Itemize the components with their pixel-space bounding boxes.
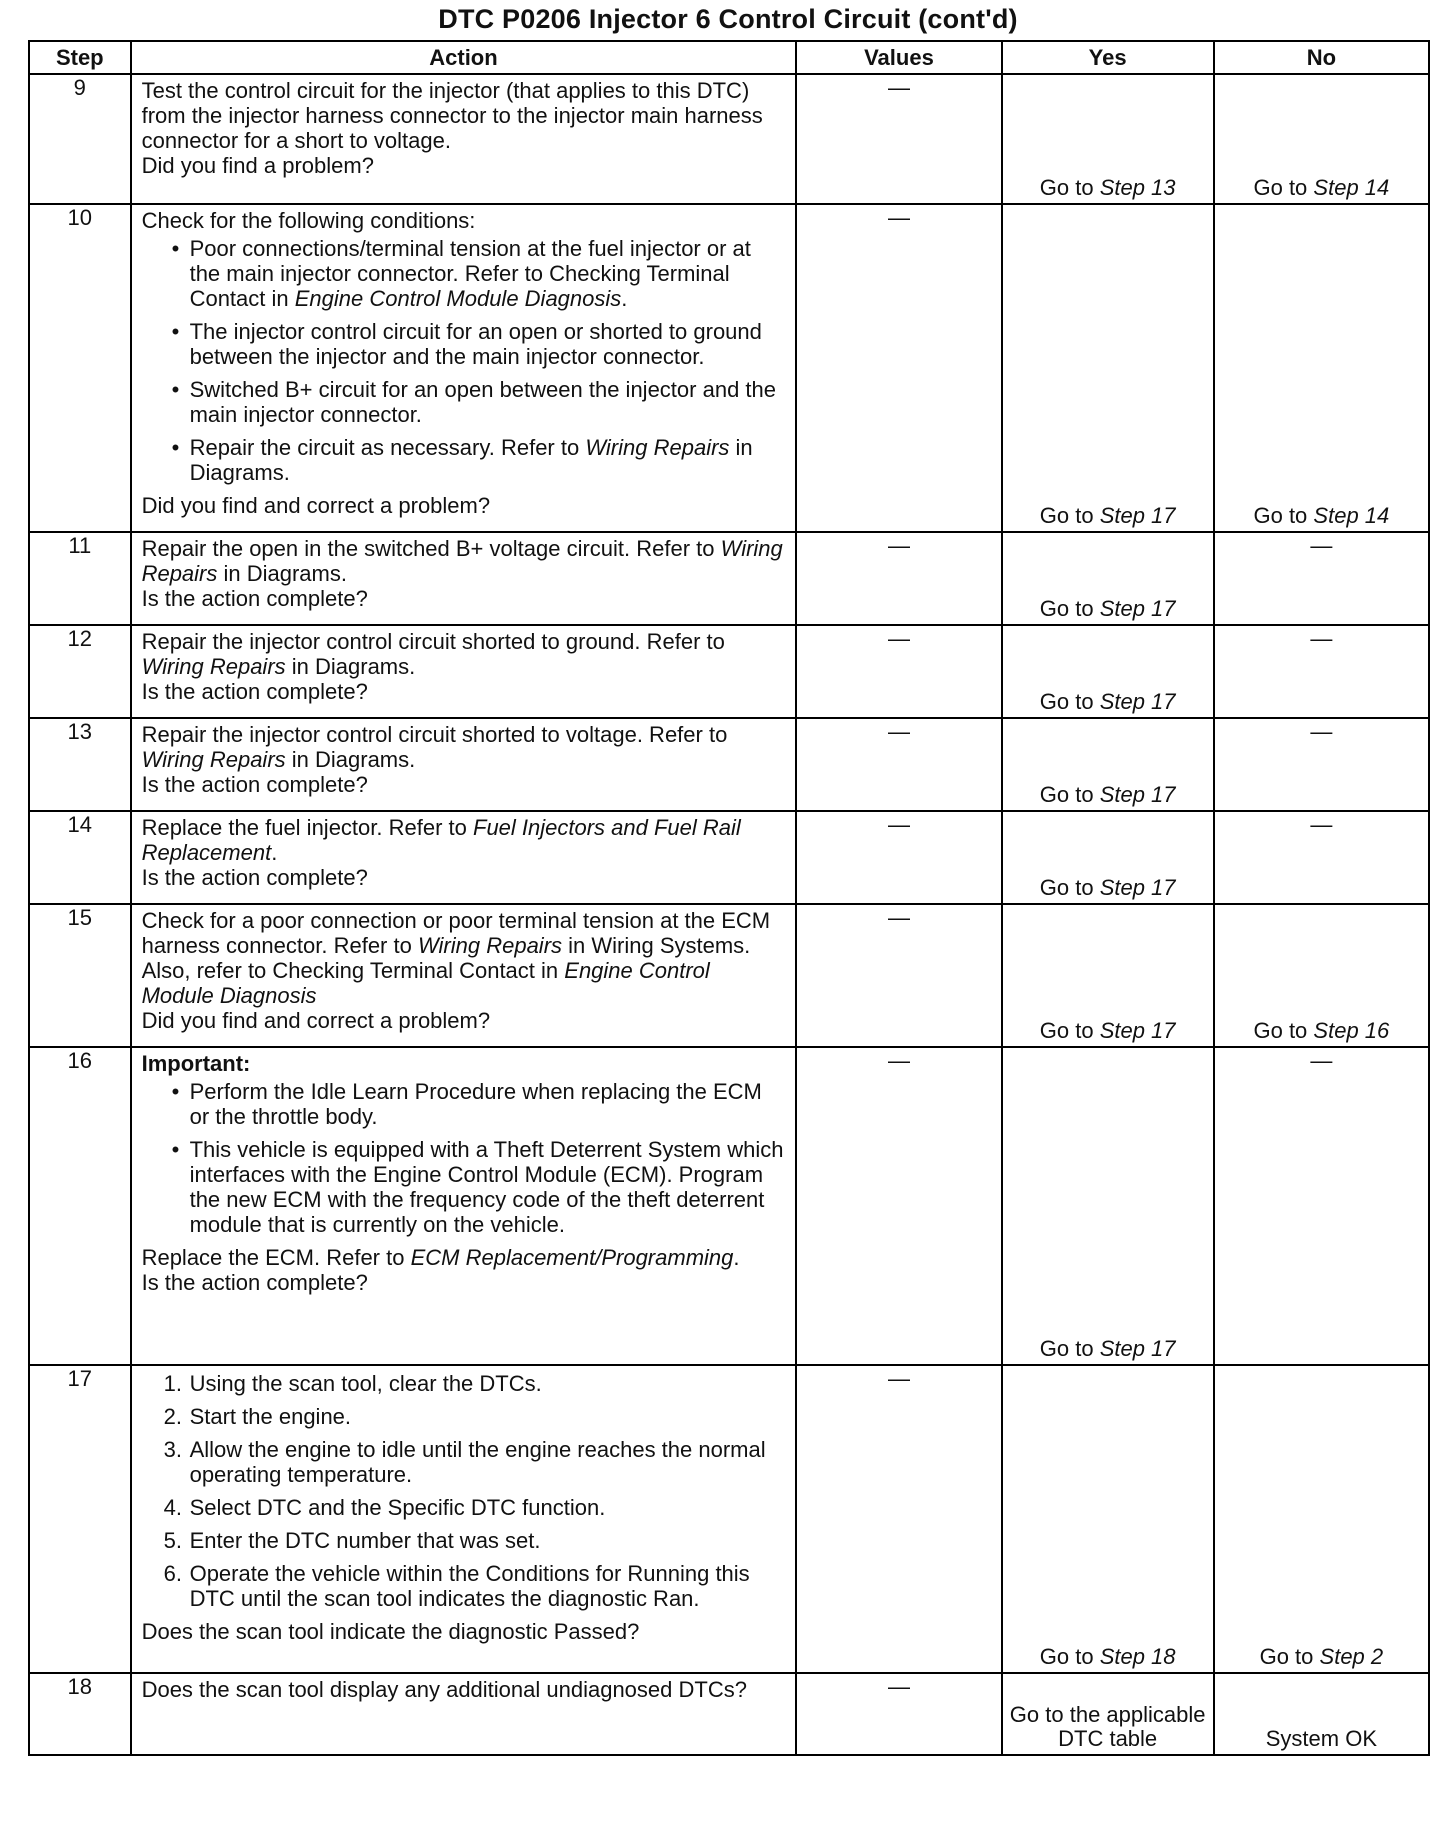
action-question: Did you find a problem? [141,153,374,178]
important-list [142,1079,788,1237]
go-to-label: Go to [1039,689,1094,714]
go-to-label: Go to [1039,596,1094,621]
go-to-label: Go to [1039,875,1094,900]
values-cell: — [796,904,1001,1047]
yes-cell [1002,811,1214,904]
yes-step-link[interactable]: Step 17 [1099,1336,1176,1361]
step-number: 9 [29,74,131,204]
action-text: Check for a poor connection or poor terminal tension at the ECM harness connector. Refer to Wiring Repairs in Wiring Systems. Also, refer to Checking Terminal Contact in Engine Control Module Diagnosis [141,908,771,1008]
yes-cell [1002,1365,1214,1673]
list-item: 3. Allow the engine to idle until the engine reaches the normal operating temperature. [163,1437,766,1487]
action-text: Replace the ECM. Refer to ECM Replacement/Programming. [141,1245,740,1270]
list-item: • Poor connections/terminal tension at the fuel injector or at the main injector connector. Refer to Checking Terminal Contact in Engine Control Module Diagnosis. [190,236,788,311]
action-question: Is the action complete? [141,1270,368,1295]
values-cell: — [796,204,1001,532]
condition-list [142,236,788,485]
table-row [29,625,1429,718]
no-cell [1214,74,1429,204]
reference-link[interactable]: Wiring Repairs [141,747,286,772]
step-number: 12 [29,625,131,718]
no-cell: — [1214,1047,1429,1365]
action-text: Repair the injector control circuit shorted to voltage. Refer to Wiring Repairs in Diagrams. [141,722,728,772]
go-to-label: Go to [1253,503,1308,528]
action-question: Does the scan tool display any additional undiagnosed DTCs? [141,1677,747,1702]
reference-link[interactable]: Wiring Repairs [141,654,286,679]
values-cell: — [796,718,1001,811]
step-number: 14 [29,811,131,904]
go-to-label: Go to [1039,782,1094,807]
reference-link[interactable]: Engine Control Module Diagnosis [141,958,710,1008]
action-question: Is the action complete? [141,772,368,797]
no-cell [1214,1365,1429,1673]
list-item: • The injector control circuit for an open or shorted to ground between the injector and the main injector connector. [190,319,788,369]
action-question: Does the scan tool indicate the diagnostic Passed? [141,1619,640,1644]
reference-link[interactable]: Fuel Injectors and Fuel Rail Replacement [141,815,741,865]
action-intro: Check for the following conditions: [141,208,476,233]
action-question: Is the action complete? [141,586,368,611]
yes-step-link[interactable]: Step 17 [1099,689,1176,714]
yes-cell [1002,74,1214,204]
no-result-text: System OK [1265,1726,1377,1751]
header-step: Step [29,41,131,74]
table-row [29,1047,1429,1365]
no-step-link[interactable]: Step 14 [1313,175,1390,200]
values-cell: — [796,625,1001,718]
go-to-label: Go to [1039,1336,1094,1361]
yes-result-text: Go to the applicable DTC table [1009,1702,1206,1751]
table-row [29,74,1429,204]
yes-cell [1002,1047,1214,1365]
no-cell: — [1214,718,1429,811]
list-item: • Perform the Idle Learn Procedure when replacing the ECM or the throttle body. [190,1079,788,1129]
yes-cell [1002,204,1214,532]
step-number: 13 [29,718,131,811]
yes-step-link[interactable]: Step 13 [1099,175,1176,200]
no-cell [1214,904,1429,1047]
reference-link[interactable]: Wiring Repairs [417,933,563,958]
yes-cell [1002,718,1214,811]
page-title: DTC P0206 Injector 6 Control Circuit (cont'd) [438,4,1018,34]
step-number: 18 [29,1673,131,1755]
yes-step-link[interactable]: Step 17 [1099,782,1176,807]
values-cell: — [796,1365,1001,1673]
action-question: Did you find and correct a problem? [141,493,491,518]
no-step-link[interactable]: Step 16 [1313,1018,1390,1043]
action-cell [131,625,797,718]
step-number: 17 [29,1365,131,1673]
action-cell [131,1673,797,1755]
no-step-link[interactable]: Step 2 [1319,1644,1384,1669]
list-item: • Switched B+ circuit for an open between the injector and the main injector connector. [190,377,788,427]
procedure-list [142,1371,788,1611]
table-row [29,532,1429,625]
action-cell [131,904,797,1047]
no-step-link[interactable]: Step 14 [1313,503,1390,528]
action-cell [131,204,797,532]
action-text: Test the control circuit for the injector (that applies to this DTC) from the injector harness connector to the injector main harness connector for a short to voltage. [141,78,763,153]
action-cell [131,1047,797,1365]
yes-step-link[interactable]: Step 17 [1099,596,1176,621]
values-cell: — [796,811,1001,904]
values-cell: — [796,1673,1001,1755]
go-to-label: Go to [1039,1644,1094,1669]
yes-step-link[interactable]: Step 17 [1099,1018,1176,1043]
action-cell [131,811,797,904]
yes-step-link[interactable]: Step 18 [1099,1644,1176,1669]
action-question: Is the action complete? [141,865,368,890]
header-action: Action [131,41,797,74]
reference-link[interactable]: Engine Control Module Diagnosis [294,286,622,311]
action-text: Replace the fuel injector. Refer to Fuel Injectors and Fuel Rail Replacement. [141,815,741,865]
yes-cell [1002,532,1214,625]
go-to-label: Go to [1253,1018,1308,1043]
go-to-label: Go to [1253,175,1308,200]
action-cell [131,532,797,625]
action-cell [131,74,797,204]
header-no: No [1214,41,1429,74]
table-row [29,204,1429,532]
values-cell: — [796,532,1001,625]
list-item: 6. Operate the vehicle within the Conditions for Running this DTC until the scan tool indicates the diagnostic Ran. [163,1561,750,1611]
values-cell: — [796,1047,1001,1365]
list-item: 4. Select DTC and the Specific DTC function. [163,1495,606,1520]
list-item: • This vehicle is equipped with a Theft Deterrent System which interfaces with the Engine Control Module (ECM). Program the new ECM with the frequency code of the theft deterrent module that is currently on the vehicle. [190,1137,788,1237]
reference-link[interactable]: Wiring Repairs [585,435,730,460]
no-cell [1214,1673,1429,1755]
list-item: 2. Start the engine. [163,1404,352,1429]
no-cell: — [1214,532,1429,625]
table-row [29,904,1429,1047]
go-to-label: Go to [1039,175,1094,200]
yes-step-link[interactable]: Step 17 [1099,503,1176,528]
list-item: 1. Using the scan tool, clear the DTCs. [163,1371,542,1396]
no-cell [1214,204,1429,532]
action-text: Repair the injector control circuit shorted to ground. Refer to Wiring Repairs in Diagrams. [141,629,725,679]
go-to-label: Go to [1039,503,1094,528]
values-cell: — [796,74,1001,204]
action-question: Is the action complete? [141,679,368,704]
step-number: 10 [29,204,131,532]
list-item: 5. Enter the DTC number that was set. [163,1528,541,1553]
no-cell: — [1214,811,1429,904]
header-row [29,41,1429,74]
list-item: • Repair the circuit as necessary. Refer to Wiring Repairs in Diagrams. [190,435,788,485]
step-number: 11 [29,532,131,625]
no-cell: — [1214,625,1429,718]
reference-link[interactable]: ECM Replacement/Programming [410,1245,734,1270]
go-to-label: Go to [1039,1018,1094,1043]
diagnostic-table [28,40,1430,1756]
table-row [29,1365,1429,1673]
reference-link[interactable]: Wiring Repairs [141,536,783,586]
action-cell [131,1365,797,1673]
action-question: Did you find and correct a problem? [141,1008,491,1033]
table-row [29,811,1429,904]
table-row [29,718,1429,811]
table-row [29,1673,1429,1755]
yes-cell [1002,625,1214,718]
step-number: 16 [29,1047,131,1365]
step-number: 15 [29,904,131,1047]
important-label: Important: [141,1051,251,1076]
action-text: Repair the open in the switched B+ voltage circuit. Refer to Wiring Repairs in Diagrams. [141,536,783,586]
header-values: Values [796,41,1001,74]
header-yes: Yes [1002,41,1214,74]
action-cell [131,718,797,811]
go-to-label: Go to [1259,1644,1314,1669]
yes-cell [1002,904,1214,1047]
yes-cell [1002,1673,1214,1755]
yes-step-link[interactable]: Step 17 [1099,875,1176,900]
